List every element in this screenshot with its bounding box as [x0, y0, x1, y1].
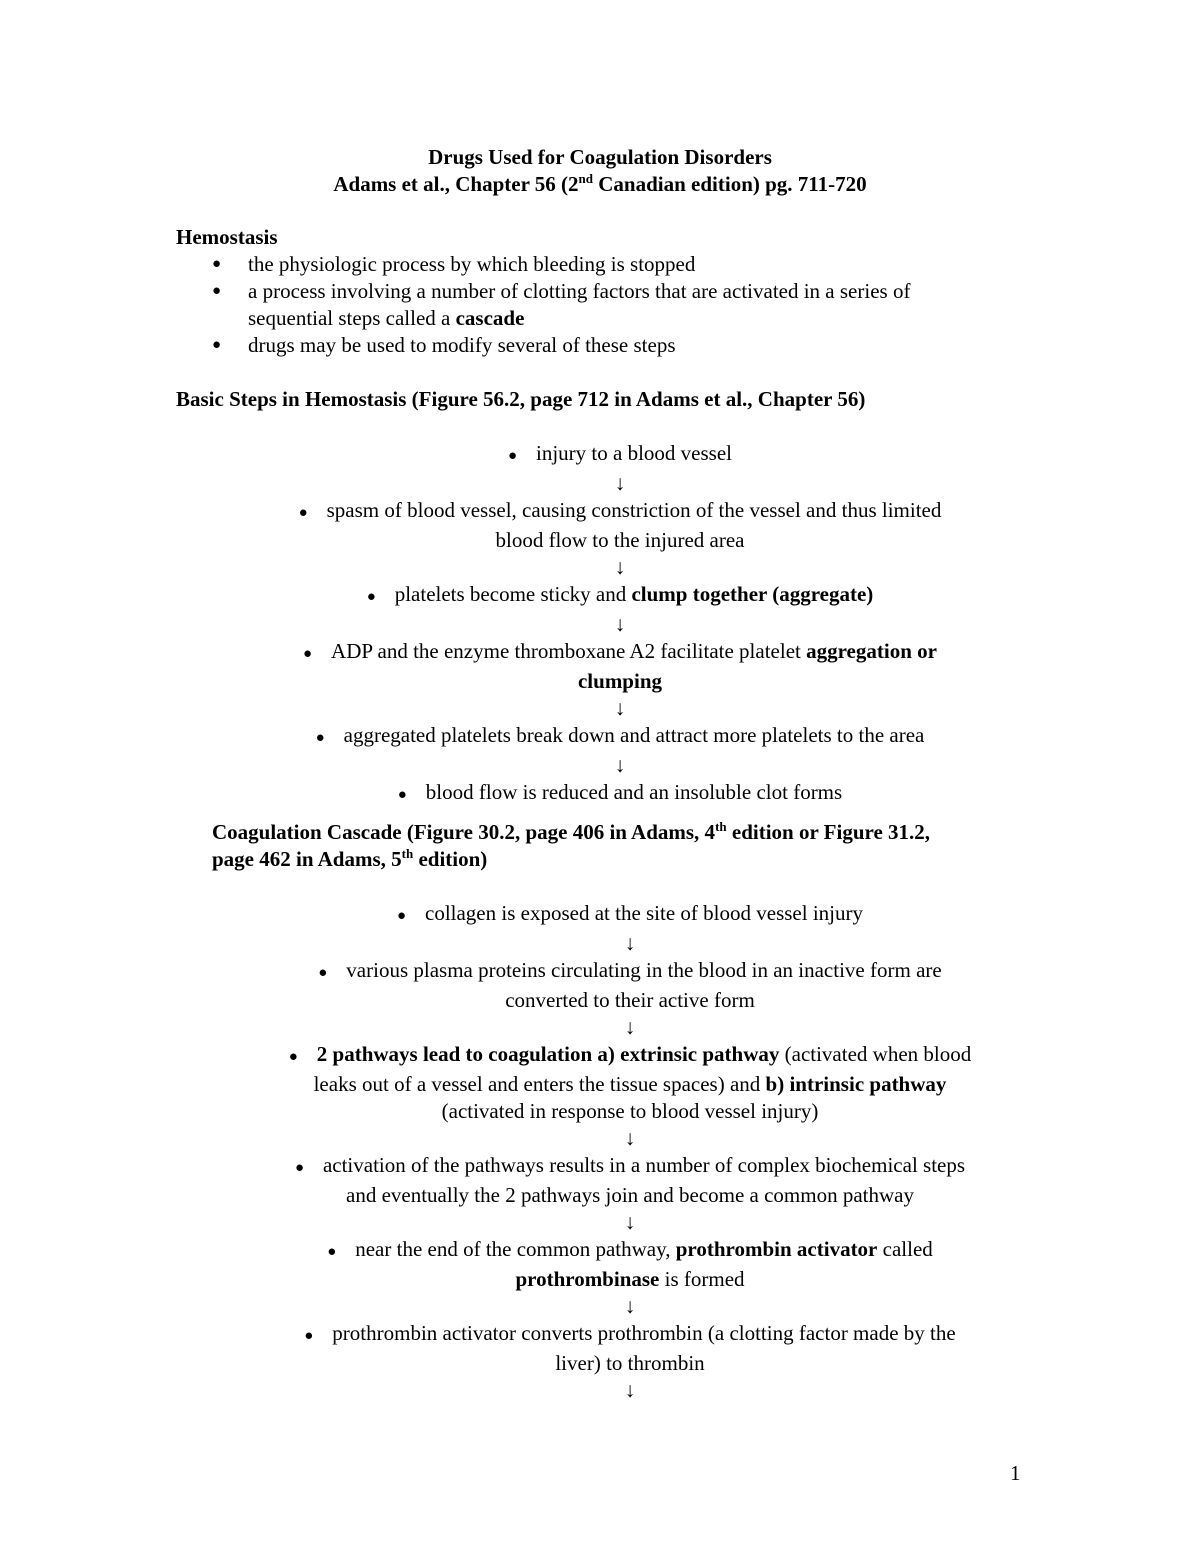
flow-step: ● aggregated platelets break down and attract more platelets to the area: [240, 722, 1000, 752]
title-line-1: Drugs Used for Coagulation Disorders: [428, 145, 772, 169]
bullet-icon: ●: [294, 1160, 305, 1176]
hemostasis-list: [176, 251, 1056, 359]
bullet-icon: ●: [288, 1049, 298, 1065]
bullet-icon: ●: [508, 448, 518, 464]
flow-step: ● various plasma proteins circulating in the blood in an inactive form are converted to their active form: [318, 958, 942, 1012]
down-arrow-icon: ↓: [624, 1015, 636, 1039]
basic-steps-heading: Basic Steps in Hemostasis (Figure 56.2, page 712 in Adams et al., Chapter 56): [176, 387, 866, 411]
flow-step: ● 2 pathways lead to coagulation a) extrinsic pathway (activated when blood leaks out of a vessel and enters the tissue spaces) and b) intrinsic pathway (activated in response to blood vessel injury): [288, 1042, 972, 1123]
down-arrow-icon: ↓: [624, 1126, 636, 1150]
bullet-icon: ●: [304, 1328, 314, 1344]
bullet-icon: ●: [397, 908, 407, 924]
list-item: ● the physiologic process by which bleeding is stopped: [212, 252, 696, 276]
down-arrow-icon: ↓: [624, 1294, 636, 1318]
down-arrow-icon: ↓: [614, 471, 626, 495]
down-arrow-icon: ↓: [614, 696, 626, 720]
flow-step: ● prothrombin activator converts prothrombin (a clotting factor made by the liver) to thrombin: [304, 1321, 956, 1375]
basic-steps-flow: [240, 440, 1000, 809]
bullet-icon: ●: [327, 1244, 337, 1260]
down-arrow-icon: ↓: [624, 1378, 636, 1402]
flow-step: ● platelets become sticky and clump together (aggregate): [240, 581, 1000, 611]
cascade-flow: [230, 900, 1030, 1404]
cascade-heading: Coagulation Cascade (Figure 30.2, page 406 in Adams, 4th edition or Figure 31.2, page 462 in Adams, 5th edition): [212, 819, 931, 871]
title-line-2: Adams et al., Chapter 56 (2nd Canadian edition) pg. 711-720: [333, 171, 867, 196]
bullet-icon: ●: [397, 787, 407, 803]
bullet-icon: ●: [318, 965, 328, 981]
flow-step: ● spasm of blood vessel, causing constriction of the vessel and thus limited blood flow to the injured area: [298, 498, 942, 552]
down-arrow-icon: ↓: [624, 931, 636, 955]
flow-step: ● ADP and the enzyme thromboxane A2 facilitate platelet aggregation or clumping: [303, 639, 937, 693]
bullet-icon: ●: [212, 256, 222, 272]
flow-step: ● injury to a blood vessel: [240, 440, 1000, 470]
list-item: ● a process involving a number of clotting factors that are activated in a series of sequential steps called a cascade: [212, 279, 911, 330]
document-title: [0, 144, 1200, 198]
page-number: 1: [1010, 1461, 1021, 1485]
down-arrow-icon: ↓: [614, 753, 626, 777]
bullet-icon: ●: [212, 283, 222, 299]
hemostasis-heading: Hemostasis: [176, 225, 278, 249]
bullet-icon: ●: [315, 730, 325, 746]
bullet-icon: ●: [298, 505, 308, 521]
flow-step: ● collagen is exposed at the site of blood vessel injury: [230, 900, 1030, 930]
down-arrow-icon: ↓: [614, 612, 626, 636]
flow-step: ● blood flow is reduced and an insoluble clot forms: [240, 779, 1000, 809]
bullet-icon: ●: [212, 337, 222, 353]
down-arrow-icon: ↓: [624, 1210, 636, 1234]
down-arrow-icon: ↓: [614, 555, 626, 579]
flow-step: ● activation of the pathways results in a number of complex biochemical steps and eventually the 2 pathways join and become a common pathway: [294, 1153, 966, 1207]
bullet-icon: ●: [303, 646, 313, 662]
flow-step: ● near the end of the common pathway, prothrombin activator called prothrombinase is formed: [327, 1237, 933, 1291]
list-item: ● drugs may be used to modify several of these steps: [212, 333, 676, 357]
bullet-icon: ●: [366, 589, 376, 605]
